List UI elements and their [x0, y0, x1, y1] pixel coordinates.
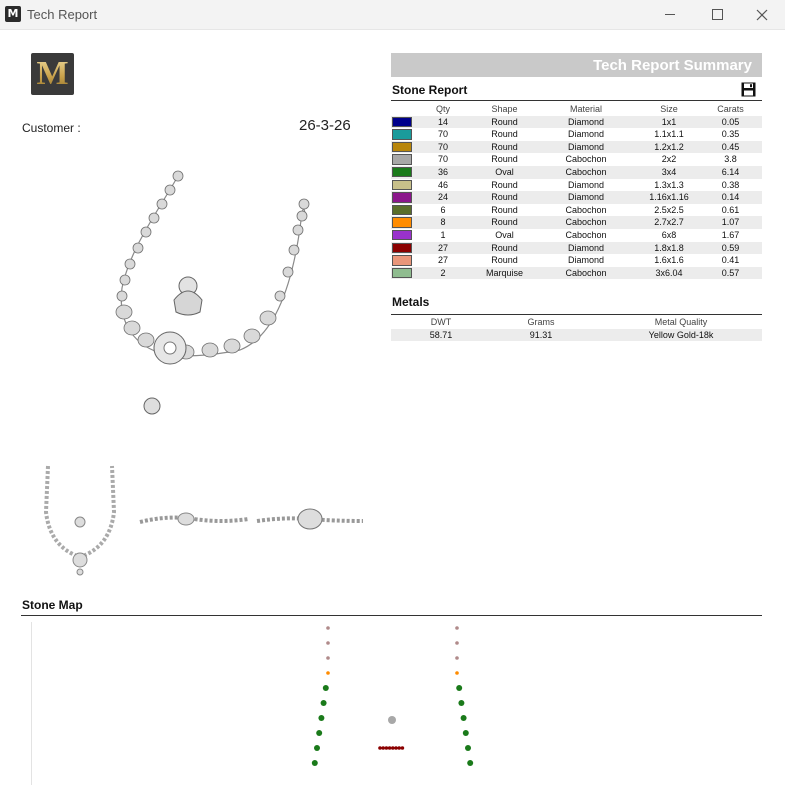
stone-map-border	[31, 622, 32, 785]
jewelry-render-main	[100, 168, 320, 418]
map-stone	[388, 716, 396, 724]
stone-map-heading: Stone Map	[22, 598, 83, 612]
stone-material: Cabochon	[565, 204, 607, 215]
col-size-header: Size	[660, 104, 678, 114]
stone-material: Diamond	[567, 242, 605, 253]
map-stone	[391, 746, 395, 750]
stone-color-swatch	[392, 243, 412, 254]
stone-material: Cabochon	[565, 154, 607, 165]
necklace-bead	[299, 199, 309, 209]
stone-material: Diamond	[567, 192, 605, 203]
stone-shape: Oval	[495, 229, 514, 240]
map-stone	[401, 746, 405, 750]
stone-qty: 24	[437, 192, 448, 203]
stone-shape: Round	[491, 192, 518, 203]
stone-material: Cabochon	[565, 267, 607, 278]
stone-color-swatch	[392, 230, 412, 241]
stone-material: Diamond	[567, 255, 605, 266]
stone-color-swatch	[392, 129, 412, 140]
map-stone	[323, 685, 329, 691]
stone-shape: Round	[491, 129, 518, 140]
stone-carats: 0.14	[721, 192, 740, 203]
table-row	[391, 166, 762, 179]
stone-material: Diamond	[567, 116, 605, 127]
map-stone	[378, 746, 382, 750]
stone-shape: Round	[491, 217, 518, 228]
map-stone	[394, 746, 398, 750]
necklace-bead	[244, 329, 260, 343]
necklace-bead	[283, 267, 293, 277]
table-header-row	[391, 316, 762, 329]
necklace-bead	[275, 291, 285, 301]
map-stone	[314, 745, 320, 751]
stone-report-divider	[391, 100, 762, 101]
close-icon	[756, 9, 768, 21]
necklace-bead	[297, 211, 307, 221]
stone-color-swatch	[392, 167, 412, 178]
table-row	[391, 229, 762, 242]
brand-logo	[31, 53, 74, 95]
map-stone	[397, 746, 401, 750]
stone-material: Cabochon	[565, 217, 607, 228]
logo-letter: M	[31, 53, 74, 95]
stone-color-swatch	[392, 268, 412, 279]
stone-carats: 0.45	[721, 141, 740, 152]
map-stone	[316, 730, 322, 736]
stone-qty: 46	[437, 179, 448, 190]
stone-carats: 0.38	[721, 179, 740, 190]
necklace-bead	[165, 185, 175, 195]
map-stone	[388, 746, 392, 750]
table-header-row	[391, 103, 762, 116]
stone-material: Diamond	[567, 129, 605, 140]
stone-carats: 0.05	[721, 116, 740, 127]
map-stone	[326, 641, 330, 645]
stone-size: 1.1x1.1	[654, 129, 684, 140]
necklace-bead	[138, 333, 154, 347]
stone-shape: Round	[491, 242, 518, 253]
stone-carats: 0.41	[721, 255, 740, 266]
necklace-bead	[124, 321, 140, 335]
stone-carats: 0.35	[721, 129, 740, 140]
stone-qty: 1	[440, 229, 446, 240]
stone-map-divider	[21, 615, 762, 616]
stone-carats: 0.59	[721, 242, 740, 253]
stone-qty: 27	[437, 242, 448, 253]
thumbnail-top-view[interactable]	[255, 503, 365, 537]
table-row	[391, 179, 762, 192]
stone-shape: Oval	[495, 166, 514, 177]
map-stone	[326, 671, 330, 675]
stone-qty: 36	[437, 166, 448, 177]
map-stone	[458, 700, 464, 706]
stone-shape: Round	[491, 255, 518, 266]
report-date: 26-3-26	[299, 117, 351, 134]
metal-quality: Yellow Gold-18k	[648, 329, 714, 340]
stone-carats: 0.57	[721, 267, 740, 278]
table-row	[391, 254, 762, 267]
stone-shape: Round	[491, 179, 518, 190]
stone-size: 1.6x1.6	[654, 255, 684, 266]
stone-shape: Round	[491, 204, 518, 215]
stone-size: 3x4	[661, 166, 677, 177]
stone-shape: Round	[491, 154, 518, 165]
stone-qty: 2	[440, 267, 446, 278]
stone-color-swatch	[392, 217, 412, 228]
stone-carats: 0.61	[721, 204, 740, 215]
map-stone	[467, 760, 473, 766]
close-button[interactable]	[739, 0, 785, 30]
stone-size: 1.8x1.8	[654, 242, 684, 253]
table-row	[391, 204, 762, 217]
col-carats-header: Carats	[717, 104, 744, 114]
stone-qty: 6	[440, 204, 446, 215]
stone-report-heading: Stone Report	[392, 83, 468, 97]
stone-carats: 1.07	[721, 217, 740, 228]
col-quality-header: Metal Quality	[654, 317, 708, 327]
col-qty-header: Qty	[435, 104, 450, 114]
map-stone	[312, 760, 318, 766]
map-stone	[385, 746, 389, 750]
table-row	[391, 329, 762, 342]
stone-material: Diamond	[567, 179, 605, 190]
necklace-bead	[224, 339, 240, 353]
stone-shape: Round	[491, 141, 518, 152]
necklace-bead	[117, 291, 127, 301]
necklace-bead	[202, 343, 218, 357]
necklace-bead	[289, 245, 299, 255]
stone-material: Cabochon	[565, 166, 607, 177]
stone-color-swatch	[392, 205, 412, 216]
maximize-button[interactable]	[693, 0, 739, 30]
map-stone	[455, 671, 459, 675]
window-titlebar	[0, 0, 785, 30]
customer-label: Customer :	[22, 121, 81, 135]
table-row	[391, 191, 762, 204]
stone-qty: 70	[437, 154, 448, 165]
metals-divider	[391, 314, 762, 315]
metal-grams: 91.31	[529, 329, 553, 340]
map-stone	[381, 746, 385, 750]
col-dwt-header: DWT	[430, 317, 452, 327]
map-stone	[455, 626, 459, 630]
table-row	[391, 141, 762, 154]
stone-size: 2.5x2.5	[654, 204, 684, 215]
map-stone	[326, 656, 330, 660]
stone-color-swatch	[392, 154, 412, 165]
map-stone	[455, 641, 459, 645]
stone-material: Diamond	[567, 141, 605, 152]
stone-carats: 3.8	[724, 154, 737, 165]
stone-qty: 70	[437, 129, 448, 140]
necklace-bead	[157, 199, 167, 209]
col-grams-header: Grams	[527, 317, 555, 327]
col-material-header: Material	[569, 104, 602, 114]
minimize-button[interactable]	[647, 0, 693, 30]
necklace-bead	[116, 305, 132, 319]
thumbnail-side-view[interactable]	[138, 505, 250, 535]
stone-color-swatch	[392, 180, 412, 191]
stone-color-swatch	[392, 142, 412, 153]
table-row	[391, 216, 762, 229]
map-stone	[455, 656, 459, 660]
stone-qty: 8	[440, 217, 446, 228]
stone-shape: Marquise	[485, 267, 523, 278]
stone-size: 1.2x1.2	[654, 141, 684, 152]
window-title: Tech Report	[27, 7, 98, 22]
metals-heading: Metals	[392, 295, 430, 309]
metal-dwt: 58.71	[429, 329, 453, 340]
necklace-bead	[173, 171, 183, 181]
stone-size: 1x1	[661, 116, 677, 127]
stone-carats: 1.67	[721, 229, 740, 240]
stone-shape: Round	[491, 116, 518, 127]
necklace-bead	[120, 275, 130, 285]
stone-material: Cabochon	[565, 229, 607, 240]
map-stone	[321, 700, 327, 706]
stone-carats: 6.14	[721, 166, 740, 177]
col-shape-header: Shape	[491, 104, 518, 114]
table-row	[391, 153, 762, 166]
map-stone	[456, 685, 462, 691]
necklace-bead	[133, 243, 143, 253]
stone-report-table	[391, 103, 762, 279]
stone-size: 2.7x2.7	[654, 217, 684, 228]
map-stone	[463, 730, 469, 736]
necklace-bead	[149, 213, 159, 223]
necklace-bead	[141, 227, 151, 237]
metals-table	[391, 316, 762, 341]
stone-color-swatch	[392, 117, 412, 128]
stone-color-swatch	[392, 255, 412, 266]
map-stone	[326, 626, 330, 630]
summary-title: Tech Report Summary	[593, 57, 752, 74]
app-logo-icon: M	[5, 6, 21, 22]
summary-header-band	[391, 53, 762, 77]
stone-qty: 70	[437, 141, 448, 152]
necklace-bead	[293, 225, 303, 235]
stone-size: 2x2	[661, 154, 677, 165]
table-row	[391, 116, 762, 129]
stone-color-swatch	[392, 192, 412, 203]
stone-map-diagram	[290, 620, 490, 785]
stone-qty: 27	[437, 255, 448, 266]
necklace-bead	[260, 311, 276, 325]
stone-size: 1.3x1.3	[654, 179, 684, 190]
table-row	[391, 242, 762, 255]
save-icon[interactable]	[741, 82, 756, 97]
necklace-bead	[125, 259, 135, 269]
map-stone	[318, 715, 324, 721]
stone-size: 1.16x1.16	[649, 192, 689, 203]
stone-size: 3x6.04	[655, 267, 683, 278]
table-row	[391, 128, 762, 141]
map-stone	[461, 715, 467, 721]
map-stone	[465, 745, 471, 751]
stone-qty: 14	[437, 116, 448, 127]
thumbnail-front-view[interactable]	[40, 462, 120, 577]
table-row	[391, 267, 762, 280]
stone-size: 6x8	[661, 229, 677, 240]
